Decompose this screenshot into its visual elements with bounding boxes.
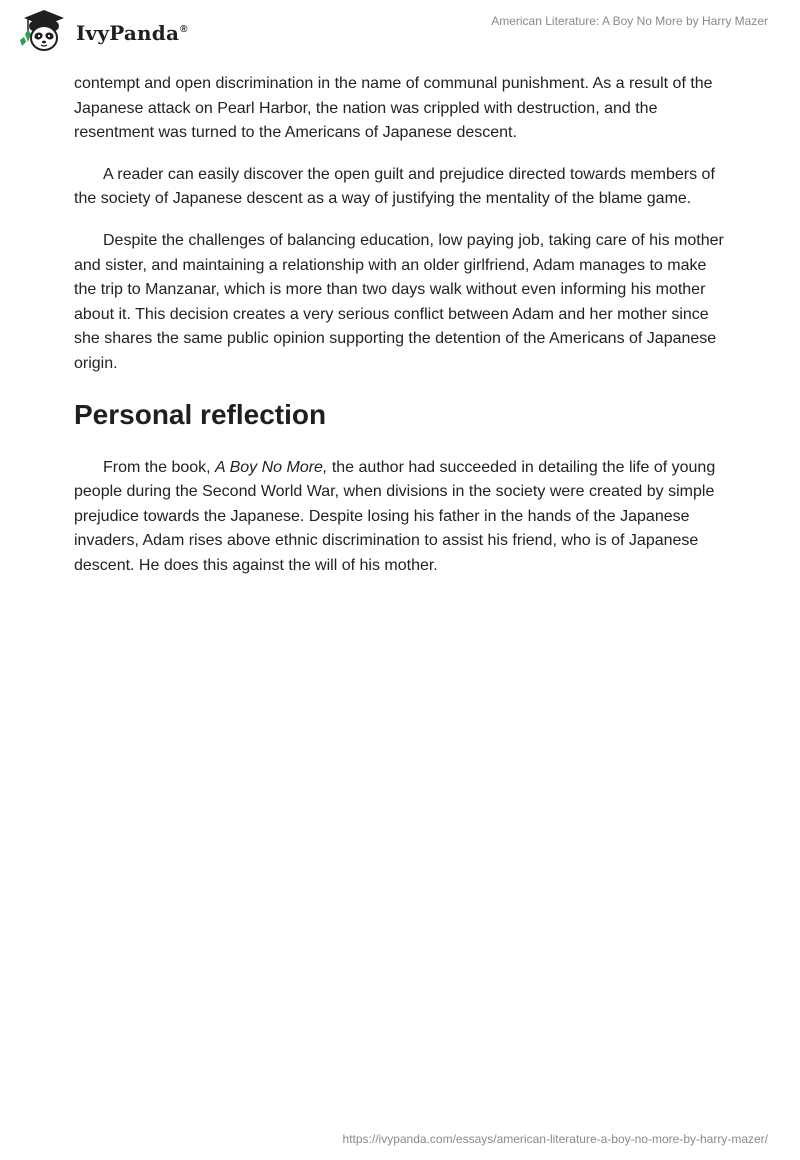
reflection-paragraph — [74, 456, 726, 579]
ivypanda-logo[interactable] — [14, 8, 188, 54]
paragraph: A reader can easily discover the open guilt and prejudice directed towards members of the society of Japanese descent as a way of justifying the mentality of the blame game. — [74, 165, 715, 208]
paragraph-continued: contempt and open discrimination in the name of communal punishment. As a result of the Japanese attack on Pearl Harbor, the nation was crippled with destruction, and the resentment was turned to the Americans of Japanese descent. — [74, 75, 713, 142]
paragraph: Despite the challenges of balancing education, low paying job, taking care of his mother and sister, and maintaining a relationship with an older girlfriend, Adam manages to make the trip to Manzanar, which is more than two days walk without even informing his mother about it. This decision creates a very serious conflict between Adam and her mother since she shares the same public opinion supporting the detention of the Americans of Japanese origin. — [74, 231, 724, 372]
logo-wordmark: IvyPanda® — [76, 21, 188, 45]
book-title: A Boy No More, — [215, 458, 328, 476]
essay-body — [74, 72, 726, 596]
section-heading: Personal reflection — [74, 398, 327, 430]
reflection-rest: the author had succeeded in detailing the life of young people during the Second World War, when divisions in the society were created by simple prejudice towards the Japanese. Despite losing his father in the hands of the Japanese invaders, Adam rises above ethnic discrimination to assist his friend, who is of Japanese descent. He does this against the will of his mother. — [74, 458, 716, 574]
running-title: American Literature: A Boy No More by Harry Mazer — [491, 14, 768, 28]
reflection-lead: From the book, — [103, 458, 216, 476]
page-header — [0, 0, 800, 62]
source-url[interactable]: https://ivypanda.com/essays/american-literature-a-boy-no-more-by-harry-mazer/ — [342, 1132, 768, 1146]
panda-graduation-cap-logo-icon — [14, 8, 74, 54]
